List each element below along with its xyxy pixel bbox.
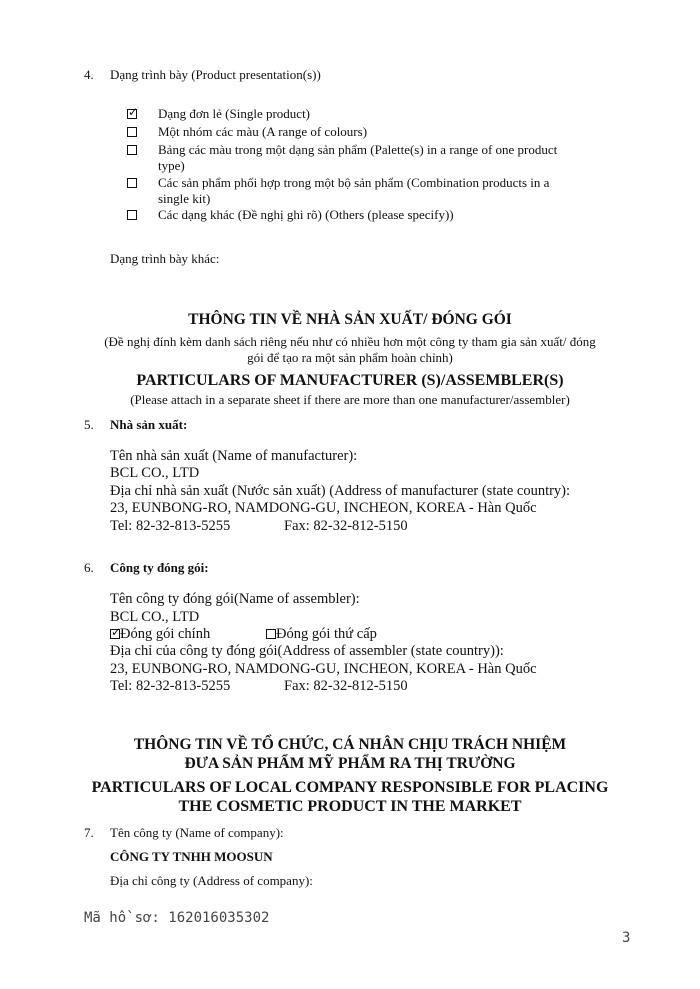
- secondary-packing-label: Đóng gói thứ cấp: [276, 626, 377, 642]
- local-company-vn-title-line2: ĐƯA SẢN PHẨM MỸ PHẨM RA THỊ TRƯỜNG: [184, 755, 516, 772]
- secondary-packing-option[interactable]: [266, 626, 377, 643]
- section-6-title: Công ty đóng gói:: [110, 560, 209, 575]
- assembler-address-value: 23, EUNBONG-RO, NAMDONG-GU, INCHEON, KOREA - Hàn Quốc: [110, 661, 537, 677]
- presentation-option-checkbox[interactable]: [127, 109, 137, 119]
- section-7-number: 7.: [84, 825, 94, 840]
- company-name-value: CÔNG TY TNHH MOOSUN: [110, 849, 273, 864]
- section-6-number: 6.: [84, 560, 94, 575]
- local-company-vn-title-line1: THÔNG TIN VỀ TỔ CHỨC, CÁ NHÂN CHỊU TRÁCH NHIỆM: [133, 736, 567, 753]
- presentation-option[interactable]: [127, 124, 368, 140]
- secondary-packing-checkbox[interactable]: [266, 629, 276, 639]
- manufacturer-address-label: Địa chỉ nhà sản xuất (Nước sản xuất) (Address of manufacturer (state country):: [110, 483, 571, 499]
- presentation-option[interactable]: [127, 142, 558, 173]
- presentation-option[interactable]: [127, 175, 550, 206]
- presentation-option-label: Một nhóm các màu (A range of colours): [158, 124, 368, 139]
- manufacturer-en-note: (Please attach in a separate sheet if there are more than one manufacturer/assembler): [130, 392, 570, 407]
- manufacturer-vn-title: THÔNG TIN VỀ NHÀ SẢN XUẤT/ ĐÓNG GÓI: [188, 311, 512, 328]
- section-4-title: Dạng trình bày (Product presentation(s)): [110, 67, 321, 82]
- manufacturer-name-label: Tên nhà sản xuất (Name of manufacturer):: [110, 448, 358, 464]
- primary-packing-checkbox[interactable]: [110, 629, 120, 639]
- page-number: 3: [622, 930, 631, 946]
- manufacturer-vn-note-line2: gói để tạo ra một sản phẩm hoàn chỉnh): [247, 350, 453, 365]
- assembler-name-value: BCL CO., LTD: [110, 609, 200, 625]
- presentation-option-label: Bảng các màu trong một dạng sản phẩm (Palette(s) in a range of one product: [158, 142, 558, 157]
- presentation-option[interactable]: [127, 207, 454, 223]
- presentation-option-checkbox[interactable]: [127, 145, 137, 155]
- presentation-option-label-continued: single kit): [158, 191, 211, 206]
- other-presentation-label: Dạng trình bày khác:: [110, 251, 220, 266]
- primary-packing-label: Đóng gói chính: [120, 626, 211, 642]
- file-code: Mã hồ sơ: 162016035302: [84, 910, 270, 926]
- company-address-label: Địa chỉ công ty (Address of company):: [110, 873, 313, 888]
- manufacturer-name-value: BCL CO., LTD: [110, 465, 200, 481]
- assembler-tel: Tel: 82-32-813-5255: [110, 678, 231, 694]
- presentation-option-label: Dạng đơn lẻ (Single product): [158, 106, 311, 121]
- manufacturer-tel: Tel: 82-32-813-5255: [110, 518, 231, 534]
- presentation-option-checkbox[interactable]: [127, 178, 137, 188]
- presentation-option-label: Các dạng khác (Đề nghị ghi rõ) (Others (please specify)): [158, 207, 454, 222]
- local-company-en-title-line1: PARTICULARS OF LOCAL COMPANY RESPONSIBLE FOR PLACING: [91, 779, 609, 796]
- section-5-title: Nhà sản xuất:: [110, 417, 188, 432]
- manufacturer-vn-note-line1: (Đề nghị đính kèm danh sách riêng nếu như có nhiều hơn một công ty tham gia sản xuất/ đóng: [104, 334, 596, 349]
- section-5-number: 5.: [84, 417, 94, 432]
- local-company-en-title-line2: THE COSMETIC PRODUCT IN THE MARKET: [178, 798, 522, 815]
- assembler-address-label: Địa chỉ của công ty đóng gói(Address of assembler (state country)):: [110, 643, 504, 659]
- manufacturer-en-title: PARTICULARS OF MANUFACTURER (S)/ASSEMBLER(S): [136, 372, 564, 389]
- assembler-fax: Fax: 82-32-812-5150: [284, 678, 408, 694]
- presentation-option-label-continued: type): [158, 158, 185, 173]
- presentation-option-checkbox[interactable]: [127, 210, 137, 220]
- presentation-option-label: Các sản phẩm phối hợp trong một bộ sản phẩm (Combination products in a: [158, 175, 550, 190]
- section-4-number: 4.: [84, 67, 94, 82]
- manufacturer-fax: Fax: 82-32-812-5150: [284, 518, 408, 534]
- presentation-option[interactable]: [127, 106, 311, 122]
- primary-packing-option[interactable]: [110, 626, 210, 643]
- manufacturer-address-value: 23, EUNBONG-RO, NAMDONG-GU, INCHEON, KOREA - Hàn Quốc: [110, 500, 537, 516]
- assembler-name-label: Tên công ty đóng gói(Name of assembler):: [110, 591, 360, 607]
- company-name-label: Tên công ty (Name of company):: [110, 825, 284, 840]
- presentation-option-checkbox[interactable]: [127, 127, 137, 137]
